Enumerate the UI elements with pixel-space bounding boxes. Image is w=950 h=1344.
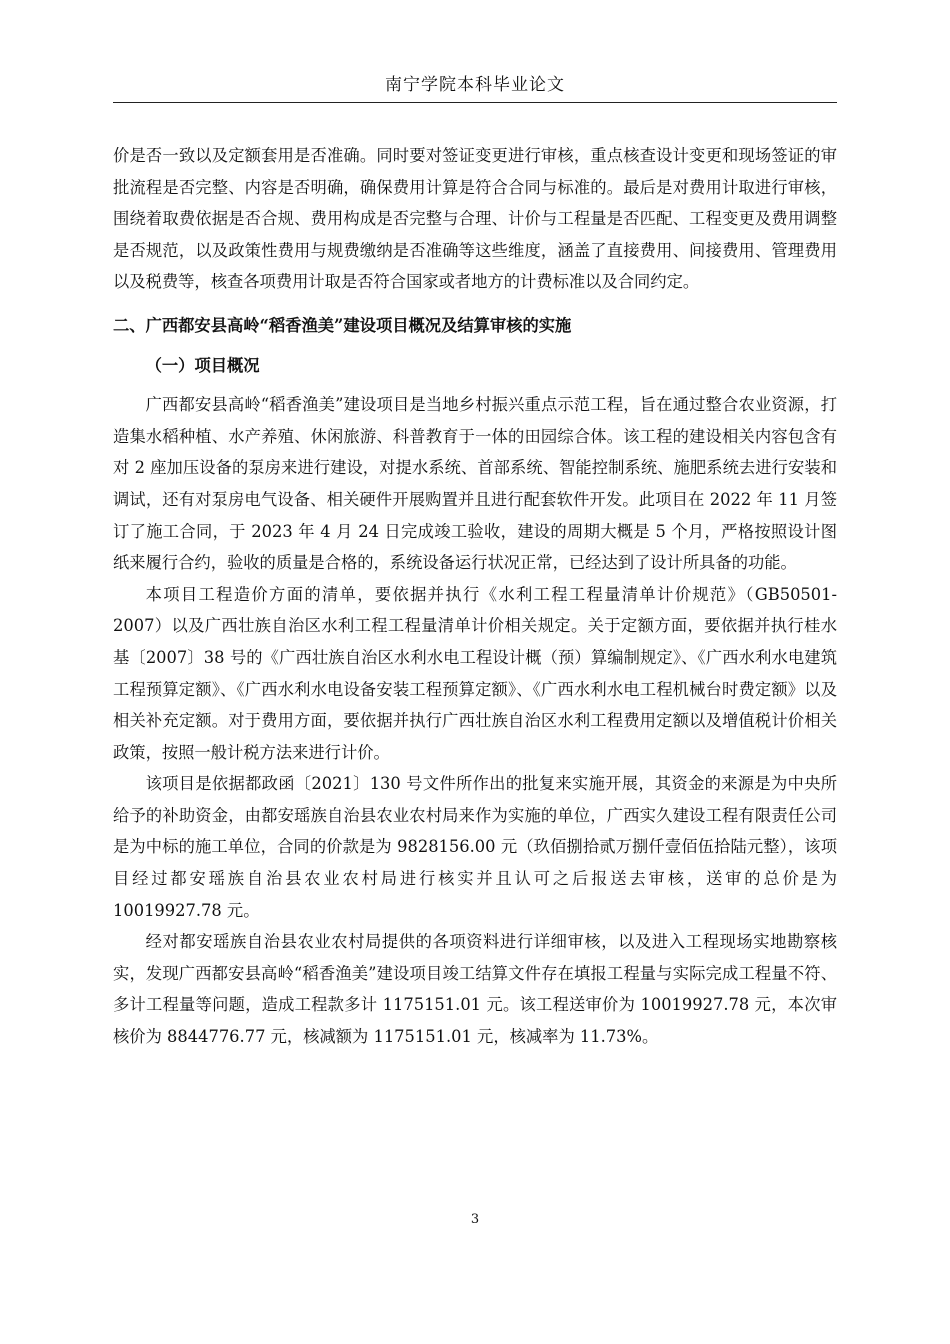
running-header: 南宁学院本科毕业论文 <box>385 75 565 95</box>
section-heading: 二、广西都安县高岭“稻香渔美”建设项目概况及结算审核的实施 <box>113 315 572 335</box>
paragraph-pricing-basis: 本项目工程造价方面的清单，要依据并执行《水利工程工程量清单计价规范》（GB50501-2007）以及广西壮族自治区水利工程工程量清单计价相关规定。关于定额方面，要依据并执行桂水基〔2007〕38 号的《广西壮族自治区水利水电工程设计概（预）算编制规定》、《广西水利水电建筑工程预算定额》、《广西水利水电设备安装工程预算定额》、《广西水利水电工程机械台时费定额》以及相关补充定额。对于费用方面，要依据并执行广西壮族自治区水利工程费用定额以及增值税计价相关政策，按照一般计税方法来进行计价。 <box>113 584 837 762</box>
continuation-paragraph: 价是否一致以及定额套用是否准确。同时要对签证变更进行审核，重点核查设计变更和现场签证的审批流程是否完整、内容是否明确，确保费用计算是符合合同与标准的。最后是对费用计取进行审核，围绕着取费依据是否合规、费用构成是否完整与合理、计价与工程量是否匹配、工程变更及费用调整是否规范，以及政策性费用与规费缴纳是否准确等这些维度，涵盖了直接费用、间接费用、管理费用以及税费等，核查各项费用计取是否符合国家或者地方的计费标准以及合同约定。 <box>113 146 837 292</box>
paragraph-funding-contract: 该项目是依据都政函〔2021〕130 号文件所作出的批复来实施开展，其资金的来源是为中央所给予的补助资金，由都安瑶族自治县农业农村局来作为实施的单位，广西实久建设工程有限责任公司是为中标的施工单位，合同的价款是为 9828156.00 元（玖佰捌拾贰万捌仟壹佰伍拾陆元整），该项目经过都安瑶族自治县农业农村局进行核实并且认可之后报送去审核，送审的总价是为 10019927.78 元。 <box>113 774 837 920</box>
subsection-heading: （一）项目概况 <box>145 355 260 375</box>
paragraph-audit-result: 经对都安瑶族自治县农业农村局提供的各项资料进行详细审核，以及进入工程现场实地勘察核实，发现广西都安县高岭“稻香渔美”建设项目竣工结算文件存在填报工程量与实际完成工程量不符、多计工程量等问题，造成工程款多计 1175151.01 元。该工程送审价为 10019927.78 元，本次审核价为 8844776.77 元，核减额为 1175151.01 元，核减率为 11.73%。 <box>113 932 837 1047</box>
page-number: 3 <box>470 1212 480 1227</box>
body-text <box>113 140 837 1053</box>
header-divider <box>113 102 837 103</box>
paragraph-project-overview: 广西都安县高岭“稻香渔美”建设项目是当地乡村振兴重点示范工程，旨在通过整合农业资源，打造集水稻种植、水产养殖、休闲旅游、科普教育于一体的田园综合体。该工程的建设相关内容包含有对 2 座加压设备的泵房来进行建设，对提水系统、首部系统、智能控制系统、施肥系统去进行安装和调试，还有对泵房电气设备、相关硬件开展购置并且进行配套软件开发。此项目在 2022 年 11 月签订了施工合同，于 2023 年 4 月 24 日完成竣工验收，建设的周期大概是 5 个月，严格按照设计图纸来履行合约，验收的质量是合格的，系统设备运行状况正常，已经达到了设计所具备的功能。 <box>113 395 837 573</box>
